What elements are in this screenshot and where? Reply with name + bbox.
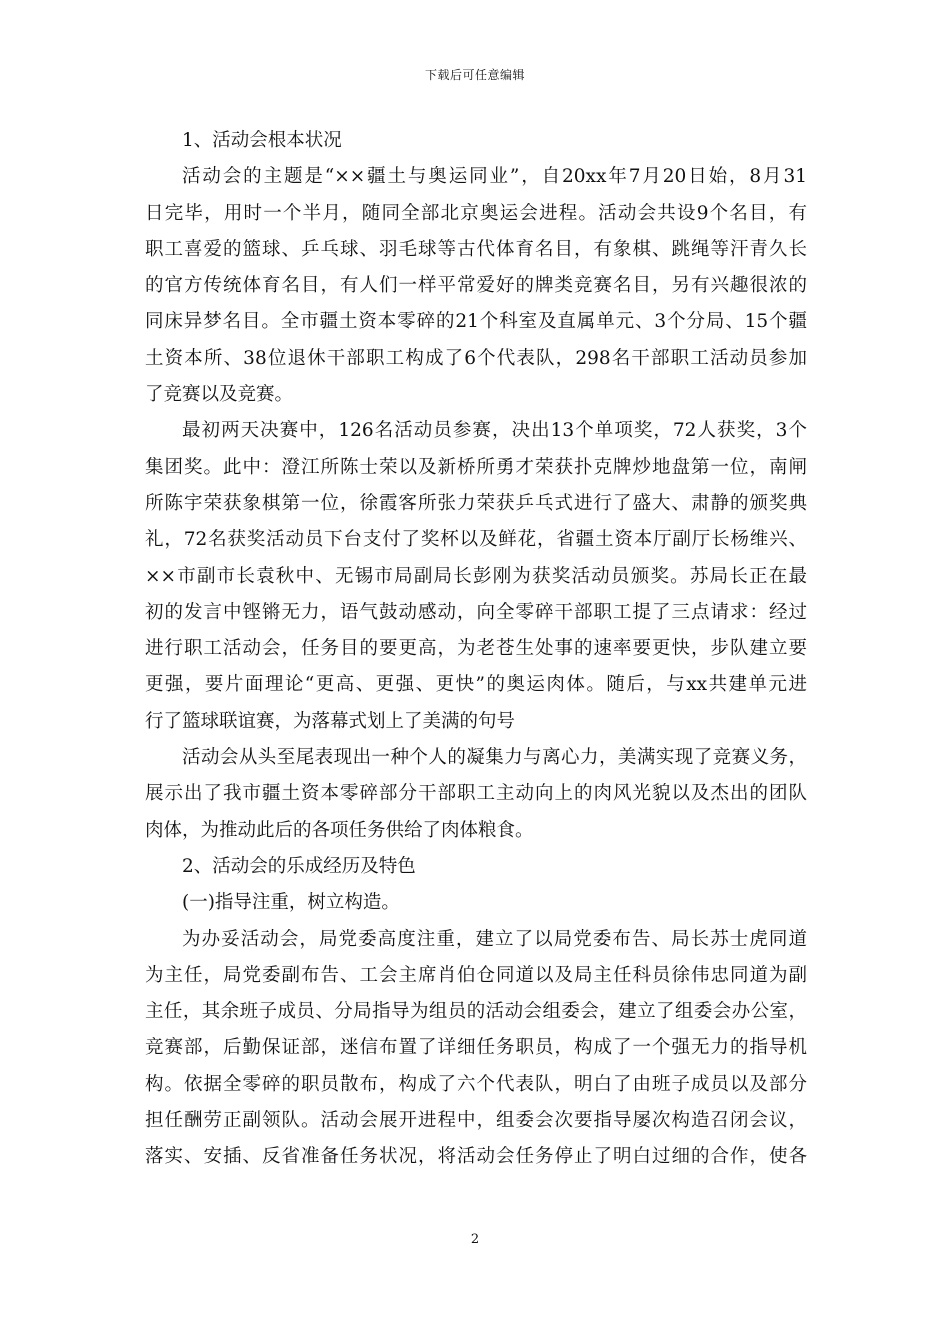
text-line: 为办妥活动会，局党委高度注重，建立了以局党委布告、局长苏士虎同道 (182, 928, 807, 950)
text-line: 落实、安插、反省准备任务状况，将活动会任务停止了明白过细的合作，使各 (145, 1146, 807, 1168)
text-line: 更强，要片面理论“更高、更强、更快”的奥运肉体。随后，与xx共建单元进 (145, 674, 807, 696)
text-line: 担任酬劳正副领队。活动会展开进程中，组委会次要指导屡次构造召闭会议， (145, 1110, 807, 1132)
text-line: 礼，72名获奖活动员下台支付了奖杯以及鲜花，省疆土资本厅副厅长杨维兴、 (145, 529, 807, 551)
text-line: 肉体，为推动此后的各项任务供给了肉体粮食。 (145, 819, 534, 841)
text-line: 为主任，局党委副布告、工会主席肖伯仓同道以及局主任科员徐伟忠同道为副 (145, 964, 807, 986)
text-line: ××市副市长袁秋中、无锡市局副局长彭刚为获奖活动员颁奖。苏局长正在最 (145, 565, 807, 587)
text-line: 进行职工活动会，任务目的要更高，为老苍生处事的速率要更快，步队建立要 (145, 638, 807, 660)
text-line: 构。依据全零碎的职员散布，构成了六个代表队，明白了由班子成员以及部分 (145, 1073, 807, 1095)
text-line: 活动会从头至尾表现出一种个人的凝集力与离心力，美满实现了竞赛义务， (182, 747, 807, 769)
text-line: 所陈宇荣获象棋第一位，徐霞客所张力荣获乒乓式进行了盛大、肃静的颁奖典 (145, 492, 807, 514)
text-line: 初的发言中铿锵无力，语气鼓动感动，向全零碎干部职工提了三点请求：经过 (145, 601, 807, 623)
text-line: 行了篮球联谊赛，为落幕式划上了美满的句号 (145, 710, 516, 732)
text-line: 最初两天决赛中，126名活动员参赛，决出13个单项奖，72人获奖，3个 (182, 420, 807, 442)
text-line: 同床异梦名目。全市疆土资本零碎的21个科室及直属单元、3个分局、15个疆 (145, 311, 807, 333)
page-number: 2 (470, 1232, 480, 1247)
text-line: (一)指导注重，树立构造。 (182, 892, 400, 914)
page-header: 下载后可任意编辑 (424, 68, 525, 82)
text-line: 职工喜爱的篮球、乒乓球、羽毛球等古代体育名目，有象棋、跳绳等汗青久长 (145, 238, 807, 260)
text-line: 竞赛部，后勤保证部，迷信布置了详细任务职员，构成了一个强无力的指导机 (145, 1037, 807, 1059)
text-line: 展示出了我市疆土资本零碎部分干部职工主动向上的肉风光貌以及杰出的团队 (145, 783, 807, 805)
text-line: 日完毕，用时一个半月，随同全部北京奥运会进程。活动会共设9个名目，有 (145, 202, 807, 224)
text-line: 土资本所、38位退休干部职工构成了6个代表队，298名干部职工活动员参加 (145, 347, 807, 369)
text-line: 2、活动会的乐成经历及特色 (182, 855, 416, 877)
text-line: 集团奖。此中：澄江所陈士荣以及新桥所勇才荣获扑克牌炒地盘第一位，南闸 (145, 456, 807, 478)
text-line: 了竞赛以及竞赛。 (145, 384, 294, 406)
text-line: 的官方传统体育名目，有人们一样平常爱好的牌类竞赛名目，另有兴趣很浓的 (145, 275, 807, 297)
text-line: 活动会的主题是“××疆土与奥运同业”，自20xx年7月20日始，8月31 (182, 166, 807, 188)
document-body (145, 123, 807, 1176)
text-line: 主任，其余班子成员、分局指导为组员的活动会组委会，建立了组委会办公室， (145, 1001, 807, 1023)
text-line: 1、活动会根本状况 (182, 130, 342, 151)
